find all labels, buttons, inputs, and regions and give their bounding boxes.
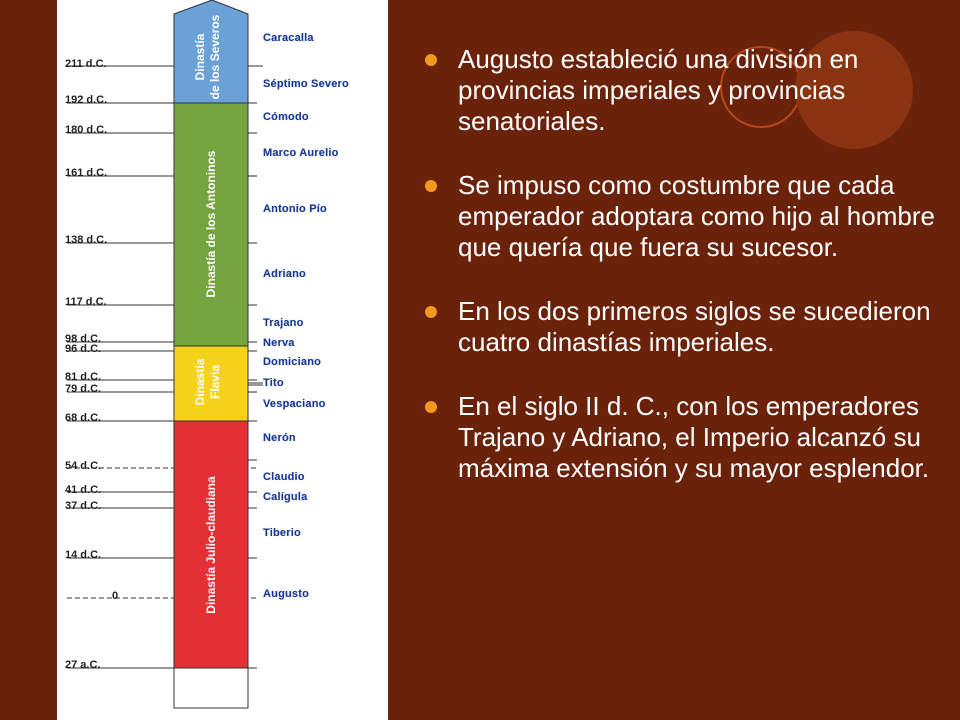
bullet-dot-icon xyxy=(425,306,437,318)
date-label: 0 xyxy=(112,590,119,602)
bullet-dot-icon xyxy=(425,401,437,413)
emperor-label: Nerva xyxy=(263,337,295,349)
bullet-item xyxy=(418,296,938,358)
emperor-label: Trajano xyxy=(263,317,304,329)
emperor-label: Tiberio xyxy=(263,527,301,539)
bullet-dot-icon xyxy=(425,54,437,66)
timeline-image xyxy=(57,0,388,720)
bullet-dot-icon xyxy=(425,180,437,192)
date-label: 14 d.C. xyxy=(65,549,102,561)
emperor-label: Augusto xyxy=(263,588,310,600)
bullet-text: En el siglo II d. C., con los emperadores Trajano y Adriano, el Imperio alcanzó su máxima extensión y su mayor esplendor. xyxy=(458,391,930,483)
date-label: 161 d.C. xyxy=(65,167,108,179)
dynasty-label-flavia: Dinastía Flavia xyxy=(193,358,222,406)
date-label: 27 a.C. xyxy=(65,659,101,671)
date-label: 98 d.C. xyxy=(65,333,102,345)
date-label: 211 d.C. xyxy=(65,58,107,70)
date-label: 180 d.C. xyxy=(65,124,108,136)
date-label: 81 d.C. xyxy=(65,371,102,383)
emperor-label: Tito xyxy=(263,377,284,389)
bullet-text: Se impuso como costumbre que cada emperador adoptara como hijo al hombre que quería que fuera su sucesor. xyxy=(458,170,935,262)
bullet-list xyxy=(418,44,938,517)
emperor-label: Domiciano xyxy=(263,356,322,368)
bullet-text: En los dos primeros siglos se sucedieron cuatro dinastías imperiales. xyxy=(458,296,931,357)
emperor-label: Adriano xyxy=(263,268,306,280)
dynasty-label-julio-claudiana: Dinastía Julio-claudiana xyxy=(204,476,218,614)
emperor-label: Séptimo Severo xyxy=(263,78,349,90)
date-label: 117 d.C. xyxy=(65,296,107,308)
date-label: 54 d.C. xyxy=(65,460,102,472)
date-label: 41 d.C. xyxy=(65,484,102,496)
date-label: 37 d.C. xyxy=(65,500,102,512)
date-label: 96 d.C. xyxy=(65,343,102,355)
dynasty-label-antoninos: Dinastía de los Antoninos xyxy=(204,150,218,298)
bullet-text: Augusto estableció una división en provincias imperiales y provincias senatoriales. xyxy=(458,44,859,136)
bar-empty xyxy=(174,668,248,708)
emperor-label: Vespaciano xyxy=(263,398,326,410)
emperor-label: Antonio Pío xyxy=(263,203,327,215)
emperor-label: Cómodo xyxy=(263,111,309,123)
bullet-item xyxy=(418,170,938,263)
emperor-label: Marco Aurelio xyxy=(263,147,339,159)
date-label: 79 d.C. xyxy=(65,383,102,395)
emperor-label: Claudio xyxy=(263,471,305,483)
date-label: 68 d.C. xyxy=(65,412,102,424)
dynasty-label-severos: Dinastía de los Severos xyxy=(193,14,222,100)
date-label: 192 d.C. xyxy=(65,94,108,106)
date-label: 138 d.C. xyxy=(65,234,108,246)
emperor-label: Caracalla xyxy=(263,32,314,44)
bullet-item xyxy=(418,44,938,137)
bullet-item xyxy=(418,391,938,484)
emperor-label: Calígula xyxy=(263,491,308,503)
emperor-label: Nerón xyxy=(263,432,296,444)
